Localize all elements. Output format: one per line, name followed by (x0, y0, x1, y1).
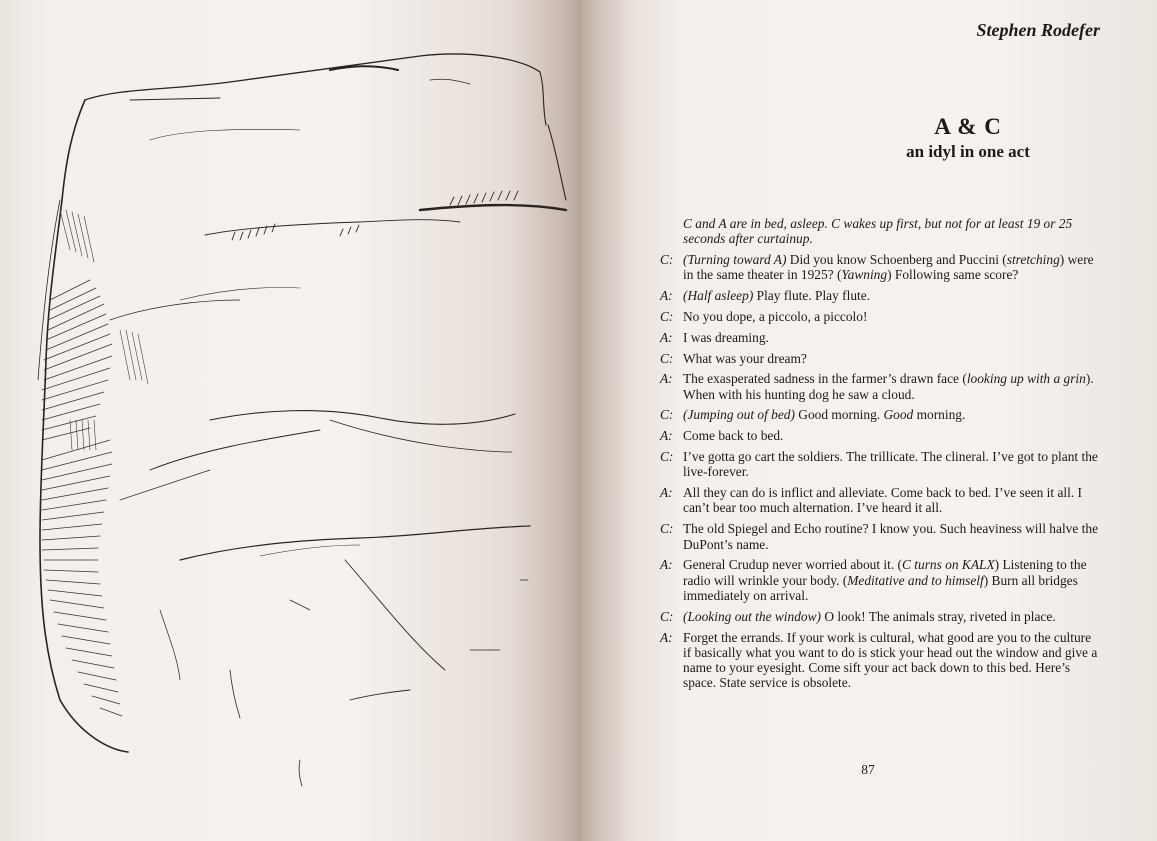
left-page (0, 0, 578, 841)
dialogue-line (660, 351, 1100, 366)
play-subtitle: an idyl in one act (906, 142, 1030, 161)
dialogue-line (660, 428, 1100, 443)
dialogue-line (660, 609, 1100, 624)
speech-segment: ) Listening to the radio will wrinkle your body. ( (683, 557, 1087, 588)
speaker-label: A: (660, 288, 673, 304)
stage-direction-inline: stretching (1006, 252, 1060, 268)
page-number: 87 (861, 762, 875, 777)
script-body (660, 216, 1100, 696)
speech-text (683, 309, 1100, 324)
stage-direction-inline: (Half asleep) (683, 288, 754, 304)
speaker-label: C: (660, 521, 674, 537)
speaker-label: A: (660, 485, 673, 501)
speech-segment: The exasperated sadness in the farmer’s drawn face ( (683, 371, 967, 387)
speech-segment: Play flute. Play flute. (753, 288, 871, 304)
speech-text (683, 407, 1100, 422)
speaker-label: A: (660, 428, 673, 444)
dialogue-list (660, 252, 1100, 691)
speaker-label: A: (660, 629, 673, 645)
dialogue-line (660, 330, 1100, 345)
speech-segment: The old Spiegel and Echo routine? I know you. Such heaviness will halve the DuPont’s name. (683, 521, 1099, 552)
speech-text (683, 630, 1100, 691)
dialogue-line (660, 309, 1100, 324)
speech-text (683, 288, 1100, 303)
speaker-label: C: (660, 252, 674, 268)
speech-text (683, 609, 1100, 624)
speech-segment: O look! The animals stray, riveted in place. (821, 608, 1056, 624)
speaker-label: C: (660, 449, 674, 465)
speech-text (683, 521, 1100, 552)
stage-direction-inline: C turns on KALX (902, 557, 995, 573)
speech-text (683, 557, 1100, 603)
stage-direction-inline: (Jumping out of bed) (683, 407, 795, 423)
dialogue-line (660, 371, 1100, 402)
speech-segment: No you dope, a piccolo, a piccolo! (683, 308, 868, 324)
speech-segment: Forget the errands. If your work is cultural, what good are you to the culture if basically what you want to do is stick your head out the window and give a name to your eyesight. Come sift your act back down to this bed. Here’s space. State service is obsolete. (683, 629, 1098, 691)
dialogue-line (660, 521, 1100, 552)
speech-segment: Good morning. (794, 407, 884, 423)
stage-direction-inline: Good (883, 407, 914, 423)
speech-text (683, 485, 1100, 516)
stage-direction-inline: Meditative and to himself (847, 572, 984, 588)
speech-segment: ) Burn all bridges immediately on arrival. (683, 572, 1078, 603)
speech-segment: What was your dream? (683, 350, 807, 366)
speech-text (683, 371, 1100, 402)
dialogue-line (660, 557, 1100, 603)
play-title: A & C (934, 114, 1002, 139)
speaker-label: A: (660, 557, 673, 573)
speaker-label: C: (660, 350, 674, 366)
opening-stage-direction: C and A are in bed, asleep. C wakes up first, but not for at least 19 or 25 seconds after curtainup. (683, 216, 1073, 247)
speech-segment: All they can do is inflict and alleviate. Come back to bed. I’ve seen it all. I can’t bear too much alternation. I’ve heard it all. (683, 485, 1082, 516)
dialogue-line (660, 630, 1100, 691)
speech-segment: I’ve gotta go cart the soldiers. The trillicate. The clineral. I’ve got to plant the live-forever. (683, 449, 1098, 480)
speech-segment: General Crudup never worried about it. ( (683, 557, 903, 573)
speech-text (683, 330, 1100, 345)
speech-text (683, 449, 1100, 480)
speech-segment: I was dreaming. (683, 329, 769, 345)
dialogue-line (660, 485, 1100, 516)
speaker-label: A: (660, 371, 673, 387)
stage-direction-inline: Yawning (841, 267, 888, 283)
running-head-author: Stephen Rodefer (976, 20, 1100, 40)
stage-direction-inline: (Looking out the window) (683, 608, 821, 624)
speech-text (683, 428, 1100, 443)
speaker-label: C: (660, 308, 674, 324)
speaker-label: C: (660, 407, 674, 423)
dialogue-line (660, 252, 1100, 283)
stage-direction-inline: looking up with a grin (966, 371, 1086, 387)
speaker-label: C: (660, 608, 674, 624)
right-page (578, 0, 1157, 841)
dialogue-line (660, 449, 1100, 480)
speech-text (683, 252, 1100, 283)
dialogue-line (660, 407, 1100, 422)
speech-segment: Did you know Schoenberg and Puccini ( (786, 252, 1007, 268)
speech-segment: ). When with his hunting dog he saw a cloud. (683, 371, 1094, 402)
speech-segment: ) were in the same theater in 1925? ( (683, 252, 1094, 283)
stage-direction-inline: (Turning toward A) (683, 252, 787, 268)
speech-text (683, 351, 1100, 366)
dialogue-line (660, 288, 1100, 303)
speech-segment: morning. (913, 407, 966, 423)
speech-segment: Come back to bed. (683, 428, 784, 444)
bed-sheets-illustration (0, 0, 578, 841)
speaker-label: A: (660, 329, 673, 345)
speech-segment: ) Following same score? (887, 267, 1019, 283)
